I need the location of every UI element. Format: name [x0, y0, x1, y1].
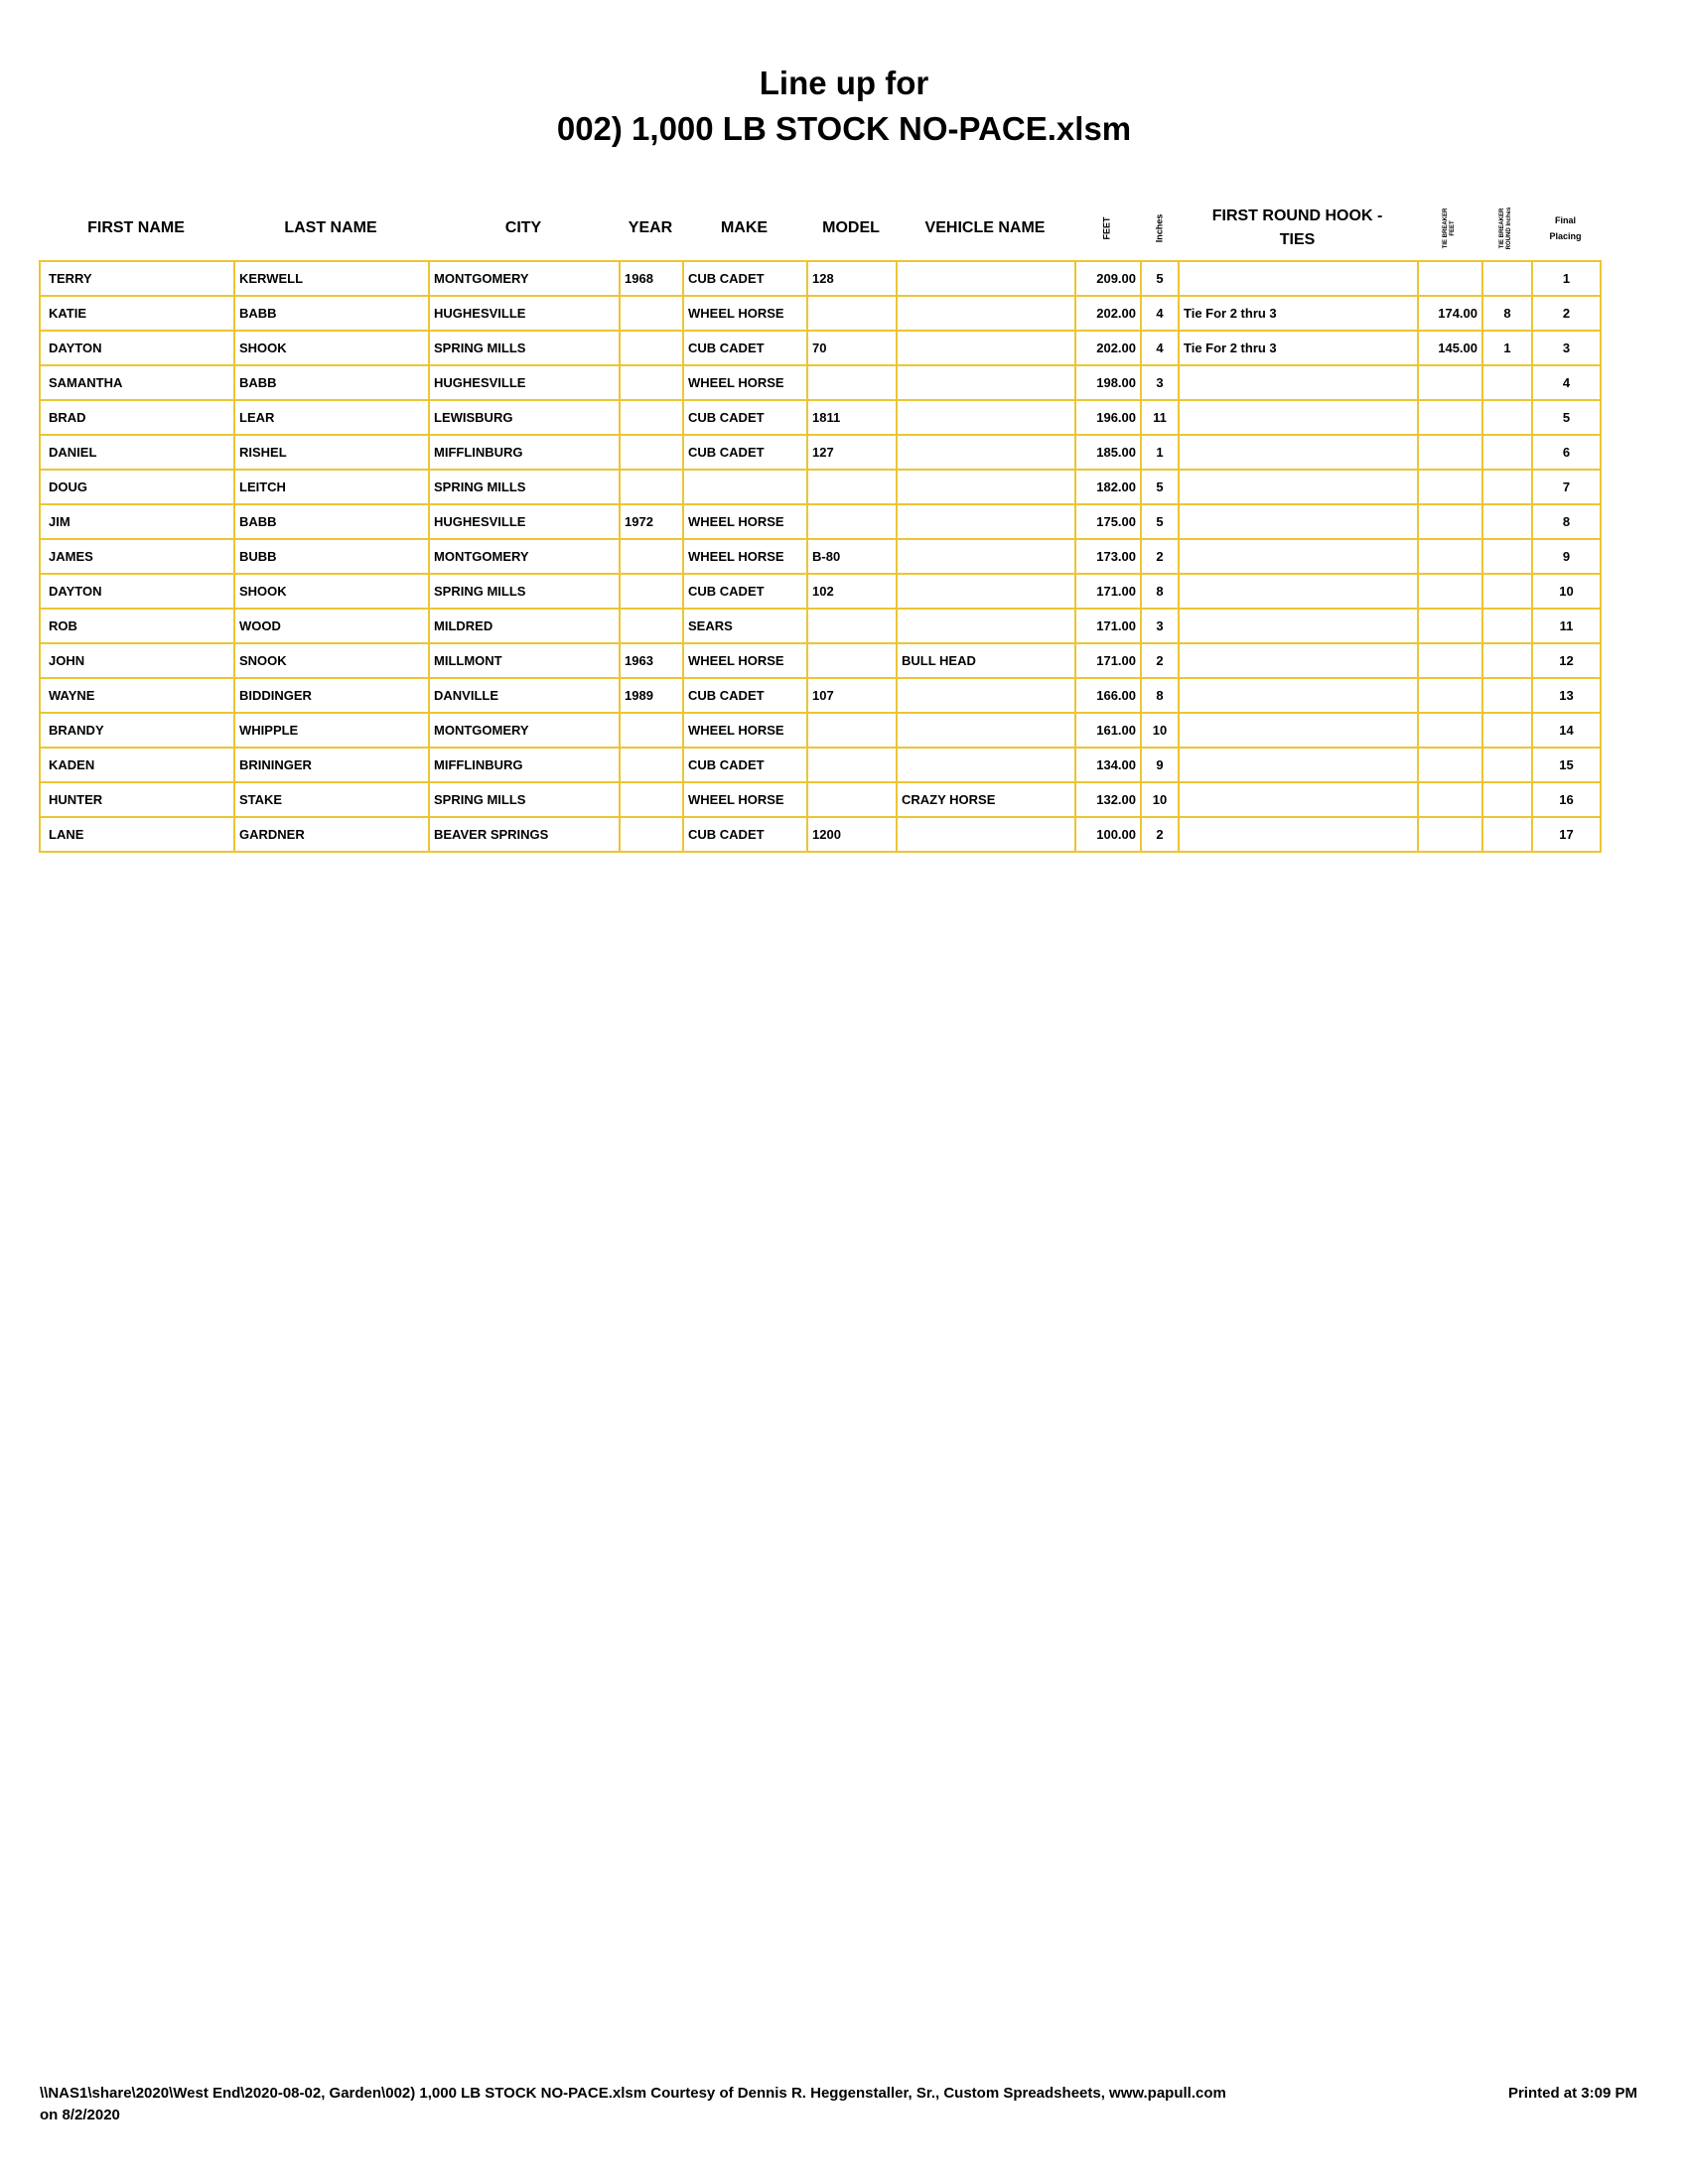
- city-cell: SPRING MILLS: [429, 470, 620, 504]
- tie-breaker-inches-cell: [1482, 365, 1532, 400]
- header-last-name: LAST NAME: [284, 219, 377, 236]
- header-feet: [1074, 199, 1140, 258]
- tie-breaker-feet-cell: [1418, 365, 1482, 400]
- year-cell: [620, 400, 683, 435]
- page-title-line1: Line up for: [759, 65, 929, 101]
- year-cell: [620, 331, 683, 365]
- vehicle-name-cell: [897, 504, 1075, 539]
- header-first-name: FIRST NAME: [87, 219, 185, 236]
- first-round-hook-cell: [1179, 435, 1418, 470]
- make-cell: WHEEL HORSE: [683, 643, 807, 678]
- last-name-cell: WOOD: [234, 609, 429, 643]
- first-round-hook-cell: [1179, 504, 1418, 539]
- tie-breaker-inches-cell: 8: [1482, 296, 1532, 331]
- first-round-hook-cell: [1179, 817, 1418, 852]
- model-cell: B-80: [807, 539, 897, 574]
- vehicle-name-cell: [897, 331, 1075, 365]
- tie-breaker-inches-cell: [1482, 643, 1532, 678]
- year-cell: [620, 609, 683, 643]
- header-city: CITY: [504, 219, 542, 236]
- first-round-hook-cell: [1179, 678, 1418, 713]
- last-name-cell: GARDNER: [234, 817, 429, 852]
- inches-cell: 5: [1141, 504, 1179, 539]
- inches-cell: 10: [1141, 782, 1179, 817]
- city-cell: MONTGOMERY: [429, 713, 620, 748]
- header-feet-label: FEET: [1101, 216, 1112, 240]
- year-cell: [620, 539, 683, 574]
- first-name-cell: WAYNE: [40, 678, 234, 713]
- make-cell: CUB CADET: [683, 261, 807, 296]
- first-name-cell: BRANDY: [40, 713, 234, 748]
- year-cell: 1963: [620, 643, 683, 678]
- page-title-line2: 002) 1,000 LB STOCK NO-PACE.xlsm: [556, 110, 1132, 147]
- tie-breaker-inches-cell: [1482, 609, 1532, 643]
- final-placing-cell: 9: [1532, 539, 1601, 574]
- year-cell: [620, 817, 683, 852]
- year-cell: 1968: [620, 261, 683, 296]
- final-placing-cell: 11: [1532, 609, 1601, 643]
- make-cell: WHEEL HORSE: [683, 713, 807, 748]
- model-cell: 70: [807, 331, 897, 365]
- model-cell: [807, 609, 897, 643]
- feet-cell: 209.00: [1075, 261, 1141, 296]
- inches-cell: 2: [1141, 539, 1179, 574]
- feet-cell: 185.00: [1075, 435, 1141, 470]
- model-cell: [807, 782, 897, 817]
- header-tb-feet-label: TIE BREAKER FEET: [1442, 207, 1456, 249]
- header-vehicle-name: VEHICLE NAME: [924, 219, 1046, 236]
- vehicle-name-cell: [897, 296, 1075, 331]
- final-placing-cell: 12: [1532, 643, 1601, 678]
- tie-breaker-inches-cell: [1482, 748, 1532, 782]
- model-cell: 128: [807, 261, 897, 296]
- table-row: [40, 643, 1601, 678]
- inches-cell: 8: [1141, 678, 1179, 713]
- model-cell: [807, 713, 897, 748]
- first-name-cell: KATIE: [40, 296, 234, 331]
- tie-breaker-feet-cell: [1418, 574, 1482, 609]
- first-round-hook-cell: [1179, 643, 1418, 678]
- first-name-cell: LANE: [40, 817, 234, 852]
- last-name-cell: LEAR: [234, 400, 429, 435]
- last-name-cell: BABB: [234, 296, 429, 331]
- inches-cell: 2: [1141, 817, 1179, 852]
- last-name-cell: BABB: [234, 504, 429, 539]
- tie-breaker-feet-cell: [1418, 435, 1482, 470]
- city-cell: LEWISBURG: [429, 400, 620, 435]
- final-placing-cell: 10: [1532, 574, 1601, 609]
- make-cell: [683, 470, 807, 504]
- vehicle-name-cell: [897, 574, 1075, 609]
- table-row: [40, 365, 1601, 400]
- feet-cell: 132.00: [1075, 782, 1141, 817]
- table-row: [40, 504, 1601, 539]
- make-cell: CUB CADET: [683, 574, 807, 609]
- model-cell: 102: [807, 574, 897, 609]
- tie-breaker-inches-cell: [1482, 504, 1532, 539]
- header-inches-label: Inches: [1153, 213, 1164, 243]
- vehicle-name-cell: CRAZY HORSE: [897, 782, 1075, 817]
- last-name-cell: BRININGER: [234, 748, 429, 782]
- first-name-cell: DOUG: [40, 470, 234, 504]
- tie-breaker-feet-cell: 145.00: [1418, 331, 1482, 365]
- tie-breaker-inches-cell: [1482, 574, 1532, 609]
- feet-cell: 202.00: [1075, 296, 1141, 331]
- city-cell: HUGHESVILLE: [429, 296, 620, 331]
- table-row: [40, 713, 1601, 748]
- tie-breaker-feet-cell: [1418, 609, 1482, 643]
- model-cell: [807, 296, 897, 331]
- page-footer: [40, 2083, 1648, 2126]
- year-cell: [620, 296, 683, 331]
- year-cell: [620, 713, 683, 748]
- table-row: [40, 748, 1601, 782]
- tie-breaker-feet-cell: [1418, 643, 1482, 678]
- city-cell: HUGHESVILLE: [429, 504, 620, 539]
- city-cell: SPRING MILLS: [429, 331, 620, 365]
- tie-breaker-feet-cell: [1418, 539, 1482, 574]
- table-row: [40, 261, 1601, 296]
- city-cell: DANVILLE: [429, 678, 620, 713]
- inches-cell: 1: [1141, 435, 1179, 470]
- feet-cell: 196.00: [1075, 400, 1141, 435]
- header-year: YEAR: [628, 219, 673, 236]
- tie-breaker-inches-cell: [1482, 713, 1532, 748]
- last-name-cell: RISHEL: [234, 435, 429, 470]
- tie-breaker-feet-cell: [1418, 504, 1482, 539]
- first-name-cell: DAYTON: [40, 574, 234, 609]
- last-name-cell: WHIPPLE: [234, 713, 429, 748]
- header-inches: [1140, 199, 1178, 258]
- table-row: [40, 435, 1601, 470]
- year-cell: 1972: [620, 504, 683, 539]
- make-cell: CUB CADET: [683, 748, 807, 782]
- tie-breaker-feet-cell: [1418, 400, 1482, 435]
- vehicle-name-cell: [897, 609, 1075, 643]
- feet-cell: 182.00: [1075, 470, 1141, 504]
- make-cell: WHEEL HORSE: [683, 504, 807, 539]
- vehicle-name-cell: [897, 470, 1075, 504]
- final-placing-cell: 8: [1532, 504, 1601, 539]
- make-cell: CUB CADET: [683, 400, 807, 435]
- year-cell: [620, 574, 683, 609]
- first-round-hook-cell: [1179, 609, 1418, 643]
- vehicle-name-cell: [897, 435, 1075, 470]
- first-round-hook-cell: [1179, 539, 1418, 574]
- first-round-hook-cell: [1179, 365, 1418, 400]
- city-cell: BEAVER SPRINGS: [429, 817, 620, 852]
- year-cell: [620, 435, 683, 470]
- tie-breaker-feet-cell: [1418, 782, 1482, 817]
- tie-breaker-inches-cell: [1482, 400, 1532, 435]
- make-cell: CUB CADET: [683, 435, 807, 470]
- table-row: [40, 400, 1601, 435]
- first-round-hook-cell: [1179, 261, 1418, 296]
- feet-cell: 175.00: [1075, 504, 1141, 539]
- last-name-cell: SHOOK: [234, 574, 429, 609]
- tie-breaker-feet-cell: [1418, 817, 1482, 852]
- feet-cell: 171.00: [1075, 609, 1141, 643]
- first-name-cell: BRAD: [40, 400, 234, 435]
- footer-path: \\NAS1\share\2020\West End\2020-08-02, Garden\002) 1,000 LB STOCK NO-PACE.xlsm Courtesy of Dennis R. Heggenstaller, Sr., Custom Spreadsheets, www.papull.com: [40, 2085, 1226, 2102]
- final-placing-cell: 15: [1532, 748, 1601, 782]
- table-row: [40, 817, 1601, 852]
- header-final-placing: [1531, 199, 1600, 258]
- first-round-hook-cell: [1179, 713, 1418, 748]
- vehicle-name-cell: [897, 261, 1075, 296]
- first-name-cell: KADEN: [40, 748, 234, 782]
- tie-breaker-feet-cell: [1418, 678, 1482, 713]
- first-name-cell: SAMANTHA: [40, 365, 234, 400]
- model-cell: 127: [807, 435, 897, 470]
- inches-cell: 2: [1141, 643, 1179, 678]
- inches-cell: 5: [1141, 261, 1179, 296]
- model-cell: [807, 504, 897, 539]
- feet-cell: 161.00: [1075, 713, 1141, 748]
- tie-breaker-feet-cell: [1418, 261, 1482, 296]
- footer-printed-time: Printed at 3:09 PM: [1507, 2085, 1637, 2102]
- feet-cell: 166.00: [1075, 678, 1141, 713]
- inches-cell: 3: [1141, 609, 1179, 643]
- first-name-cell: JOHN: [40, 643, 234, 678]
- inches-cell: 8: [1141, 574, 1179, 609]
- city-cell: MIFFLINBURG: [429, 435, 620, 470]
- make-cell: CUB CADET: [683, 331, 807, 365]
- vehicle-name-cell: [897, 539, 1075, 574]
- table-row: [40, 574, 1601, 609]
- last-name-cell: LEITCH: [234, 470, 429, 504]
- make-cell: CUB CADET: [683, 678, 807, 713]
- vehicle-name-cell: [897, 748, 1075, 782]
- model-cell: [807, 365, 897, 400]
- city-cell: HUGHESVILLE: [429, 365, 620, 400]
- first-name-cell: JIM: [40, 504, 234, 539]
- last-name-cell: KERWELL: [234, 261, 429, 296]
- feet-cell: 198.00: [1075, 365, 1141, 400]
- final-placing-cell: 7: [1532, 470, 1601, 504]
- inches-cell: 3: [1141, 365, 1179, 400]
- inches-cell: 11: [1141, 400, 1179, 435]
- inches-cell: 10: [1141, 713, 1179, 748]
- last-name-cell: STAKE: [234, 782, 429, 817]
- header-first-round-hook: [1178, 199, 1417, 258]
- make-cell: WHEEL HORSE: [683, 365, 807, 400]
- header-hook-line1: FIRST ROUND HOOK -: [1211, 207, 1383, 224]
- feet-cell: 171.00: [1075, 643, 1141, 678]
- header-make: MAKE: [720, 219, 769, 236]
- final-placing-cell: 17: [1532, 817, 1601, 852]
- feet-cell: 100.00: [1075, 817, 1141, 852]
- table-row: [40, 782, 1601, 817]
- vehicle-name-cell: [897, 400, 1075, 435]
- header-final-line2: Placing: [1549, 231, 1582, 241]
- model-cell: [807, 470, 897, 504]
- first-name-cell: ROB: [40, 609, 234, 643]
- city-cell: MONTGOMERY: [429, 539, 620, 574]
- header-tie-breaker-feet: [1417, 199, 1481, 258]
- feet-cell: 173.00: [1075, 539, 1141, 574]
- table-row: [40, 331, 1601, 365]
- tie-breaker-inches-cell: [1482, 817, 1532, 852]
- first-name-cell: DAYTON: [40, 331, 234, 365]
- last-name-cell: SNOOK: [234, 643, 429, 678]
- first-name-cell: HUNTER: [40, 782, 234, 817]
- first-round-hook-cell: [1179, 400, 1418, 435]
- final-placing-cell: 5: [1532, 400, 1601, 435]
- year-cell: [620, 748, 683, 782]
- header-tie-breaker-round-inches: [1481, 199, 1531, 258]
- city-cell: MIFFLINBURG: [429, 748, 620, 782]
- final-placing-cell: 1: [1532, 261, 1601, 296]
- last-name-cell: BUBB: [234, 539, 429, 574]
- last-name-cell: BABB: [234, 365, 429, 400]
- first-name-cell: TERRY: [40, 261, 234, 296]
- inches-cell: 4: [1141, 296, 1179, 331]
- year-cell: [620, 470, 683, 504]
- vehicle-name-cell: [897, 365, 1075, 400]
- tie-breaker-inches-cell: [1482, 470, 1532, 504]
- feet-cell: 134.00: [1075, 748, 1141, 782]
- tie-breaker-inches-cell: [1482, 261, 1532, 296]
- tie-breaker-feet-cell: 174.00: [1418, 296, 1482, 331]
- year-cell: [620, 365, 683, 400]
- make-cell: WHEEL HORSE: [683, 539, 807, 574]
- model-cell: [807, 748, 897, 782]
- tie-breaker-inches-cell: [1482, 539, 1532, 574]
- header-model: MODEL: [822, 219, 880, 236]
- first-round-hook-cell: [1179, 748, 1418, 782]
- model-cell: 1200: [807, 817, 897, 852]
- header-hook-line2: TIES: [1279, 231, 1316, 248]
- vehicle-name-cell: [897, 817, 1075, 852]
- first-round-hook-cell: [1179, 782, 1418, 817]
- first-round-hook-cell: Tie For 2 thru 3: [1179, 296, 1418, 331]
- final-placing-cell: 14: [1532, 713, 1601, 748]
- vehicle-name-cell: BULL HEAD: [897, 643, 1075, 678]
- tie-breaker-feet-cell: [1418, 748, 1482, 782]
- last-name-cell: BIDDINGER: [234, 678, 429, 713]
- final-placing-cell: 3: [1532, 331, 1601, 365]
- vehicle-name-cell: [897, 713, 1075, 748]
- table-row: [40, 296, 1601, 331]
- lineup-table: [39, 260, 1602, 853]
- footer-date: on 8/2/2020: [40, 2107, 120, 2123]
- vehicle-name-cell: [897, 678, 1075, 713]
- final-placing-cell: 6: [1532, 435, 1601, 470]
- model-cell: 1811: [807, 400, 897, 435]
- final-placing-cell: 13: [1532, 678, 1601, 713]
- year-cell: 1989: [620, 678, 683, 713]
- first-round-hook-cell: [1179, 574, 1418, 609]
- city-cell: SPRING MILLS: [429, 574, 620, 609]
- inches-cell: 9: [1141, 748, 1179, 782]
- make-cell: WHEEL HORSE: [683, 782, 807, 817]
- first-name-cell: DANIEL: [40, 435, 234, 470]
- final-placing-cell: 2: [1532, 296, 1601, 331]
- feet-cell: 202.00: [1075, 331, 1141, 365]
- model-cell: [807, 643, 897, 678]
- table-row: [40, 678, 1601, 713]
- first-name-cell: JAMES: [40, 539, 234, 574]
- final-placing-cell: 16: [1532, 782, 1601, 817]
- table-row: [40, 539, 1601, 574]
- inches-cell: 5: [1141, 470, 1179, 504]
- year-cell: [620, 782, 683, 817]
- tie-breaker-inches-cell: 1: [1482, 331, 1532, 365]
- tie-breaker-inches-cell: [1482, 435, 1532, 470]
- tie-breaker-inches-cell: [1482, 678, 1532, 713]
- tie-breaker-feet-cell: [1418, 470, 1482, 504]
- table-row: [40, 470, 1601, 504]
- make-cell: CUB CADET: [683, 817, 807, 852]
- header-tb-inches-label: TIE BREAKER ROUND Inches: [1499, 206, 1512, 250]
- model-cell: 107: [807, 678, 897, 713]
- header-final-line1: Final: [1554, 215, 1576, 225]
- city-cell: MILLMONT: [429, 643, 620, 678]
- last-name-cell: SHOOK: [234, 331, 429, 365]
- final-placing-cell: 4: [1532, 365, 1601, 400]
- first-round-hook-cell: [1179, 470, 1418, 504]
- make-cell: SEARS: [683, 609, 807, 643]
- inches-cell: 4: [1141, 331, 1179, 365]
- table-row: [40, 609, 1601, 643]
- city-cell: MILDRED: [429, 609, 620, 643]
- tie-breaker-inches-cell: [1482, 782, 1532, 817]
- tie-breaker-feet-cell: [1418, 713, 1482, 748]
- feet-cell: 171.00: [1075, 574, 1141, 609]
- make-cell: WHEEL HORSE: [683, 296, 807, 331]
- first-round-hook-cell: Tie For 2 thru 3: [1179, 331, 1418, 365]
- city-cell: MONTGOMERY: [429, 261, 620, 296]
- city-cell: SPRING MILLS: [429, 782, 620, 817]
